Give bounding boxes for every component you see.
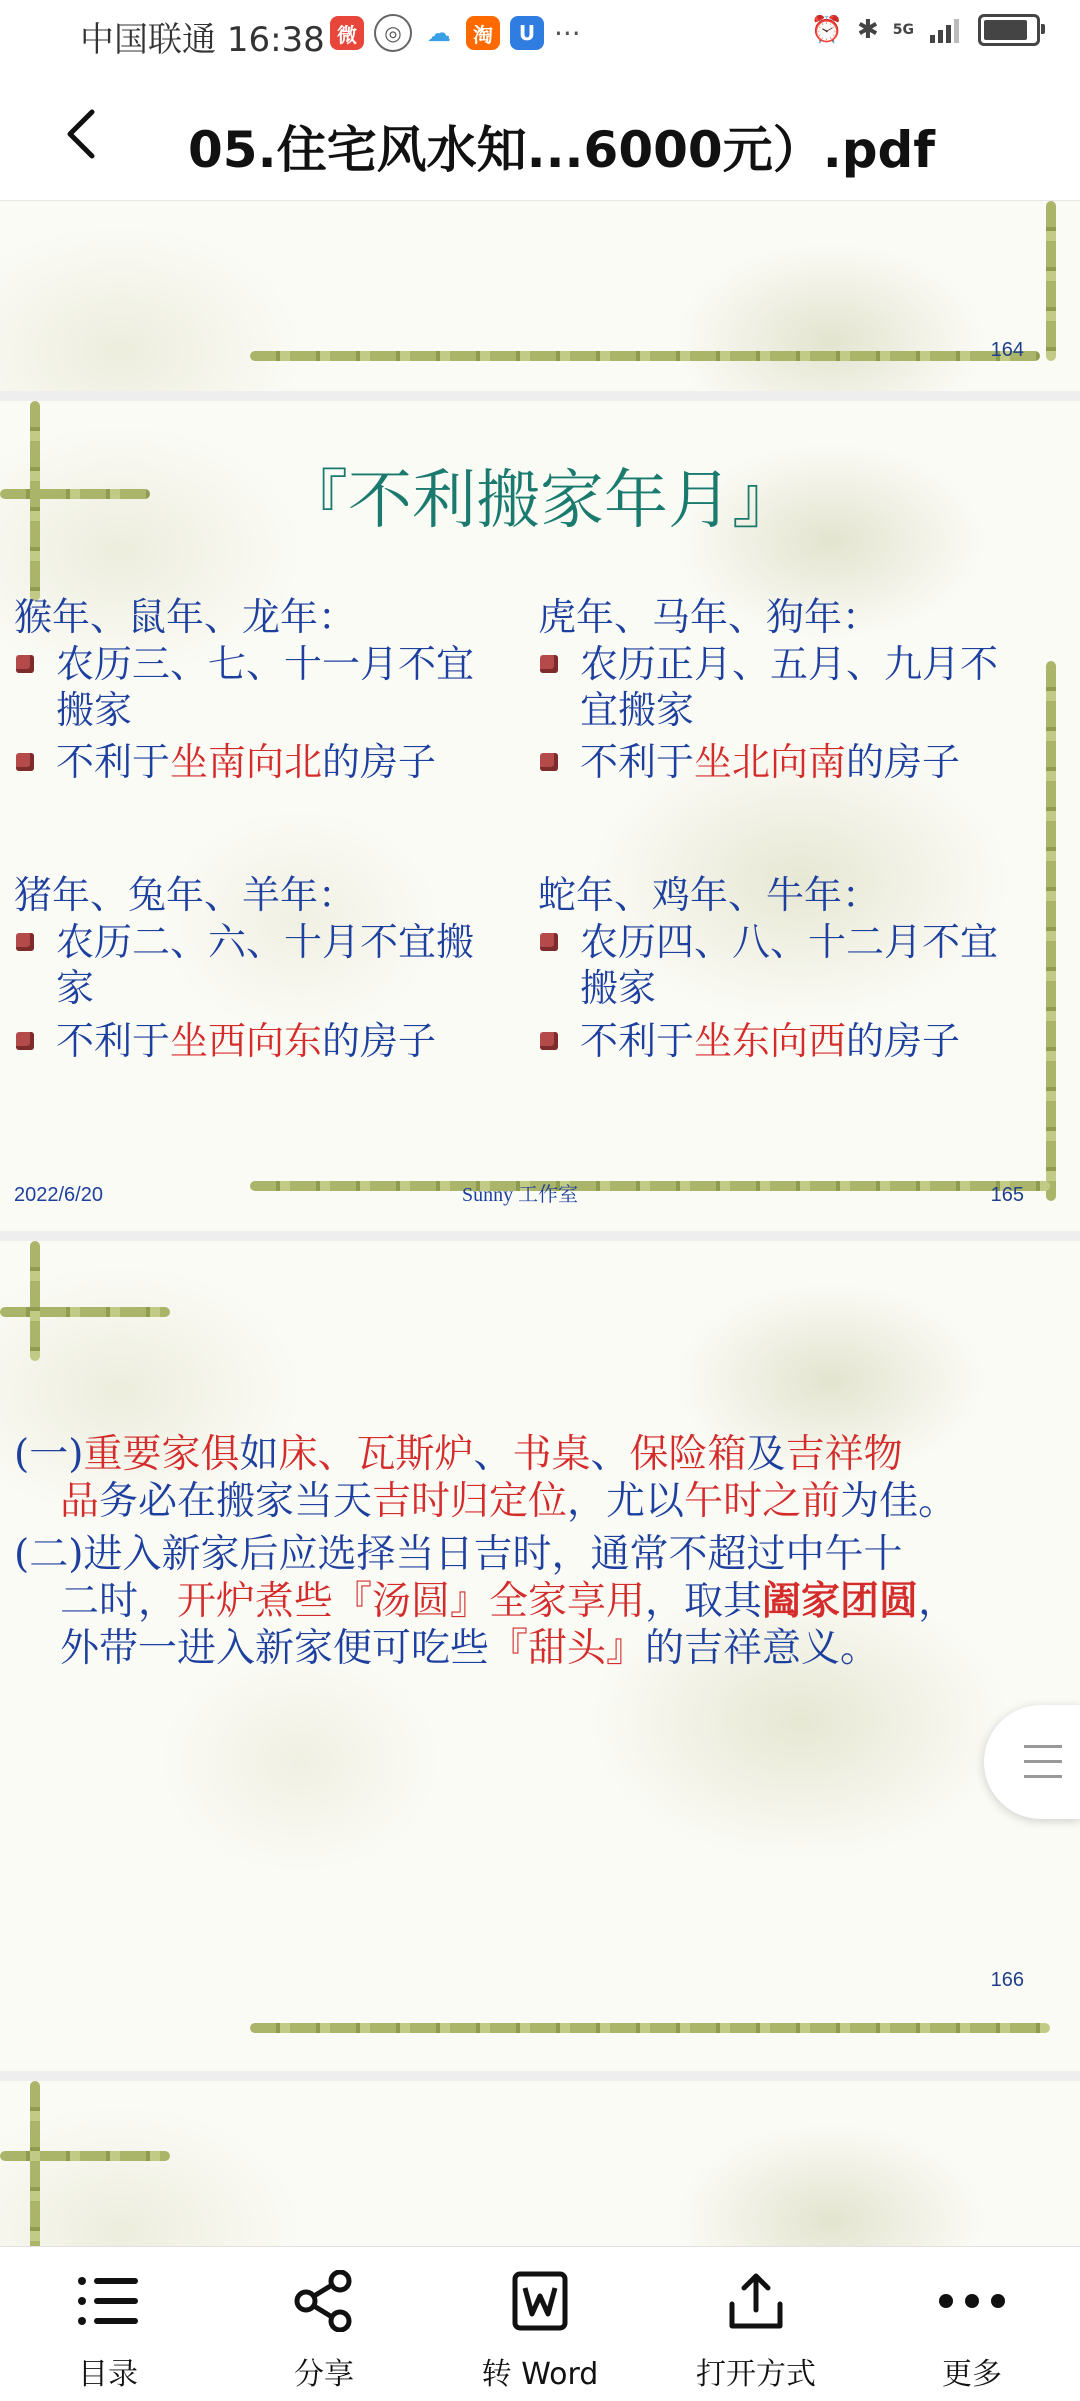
toolbar-more-button[interactable] [864,2247,1080,2401]
bullet-icon [540,655,558,673]
pdf-viewer[interactable] [0,201,1080,2246]
bullet-icon [540,753,558,771]
carrier-time [80,12,325,61]
page-number: 165 [990,1184,1024,1206]
back-button[interactable] [54,104,114,164]
pdf-page-165 [0,401,1080,1231]
paragraph-1: (一)重要家俱如床、瓦斯炉、书桌、保险箱及吉祥物 品务必在搬家当天吉时归定位，尤以午时之前为佳。 [14,1432,958,1524]
vine-border [1046,661,1056,1201]
toolbar-label: 分享 [294,2357,354,2392]
toolbar-share-button[interactable] [216,2247,432,2401]
bullet-text: 农历二、六、十月不宜搬家 [56,920,475,1010]
u-app-icon: U [510,16,544,50]
document-title: 05.住宅风水知...6000元）.pdf [188,121,936,179]
paragraph-2: (二)进入新家后应选择当日吉时，通常不超过中午十 二时，开炉煮些『汤圆』全家享用，取其阖家团圆， 外带一进入新家便可吃些『甜头』的吉祥意义。 [14,1532,958,1671]
pdf-page-164 [0,201,1080,391]
group-heading: 猴年、鼠年、龙年： [14,595,357,639]
bullet-icon [16,655,34,673]
bullet-icon [540,1032,558,1050]
vine-border [30,1241,40,1361]
open-with-icon [648,2269,864,2333]
list-item [16,641,476,733]
bullet-text: 农历三、七、十一月不宜搬家 [56,642,475,732]
vine-border [250,1181,1050,1191]
pdf-page-166 [0,1241,1080,2071]
network-type: 5G [892,22,914,38]
slide-footer-date: 2022/6/20 [14,1184,103,1206]
list-item [540,641,1030,733]
bullet-text: 不利于坐北向南的房子 [580,740,961,784]
bottom-toolbar [0,2246,1080,2401]
list-item [16,919,476,1011]
wechat-icon: ◎ [374,14,412,52]
page-number: 164 [990,339,1024,361]
toolbar-label: 打开方式 [696,2357,816,2392]
vine-border [0,2151,170,2161]
bullet-text: 不利于坐西向东的房子 [56,1019,437,1063]
weibo-icon: 微 [330,16,364,50]
page-number: 166 [990,1969,1024,1991]
carrier-name: 中国联通 [80,20,216,60]
toolbar-label: 更多 [942,2357,1002,2392]
notification-icons [330,14,581,52]
bullet-icon [16,1032,34,1050]
status-indicators [811,14,1040,46]
cloud-app-icon: ☁ [422,16,456,50]
vine-border [250,351,1040,361]
alarm-icon: ⏰ [810,15,843,45]
more-icon [864,2269,1080,2333]
chevron-left-icon [54,104,114,164]
vine-border [1046,201,1056,361]
group-heading: 虎年、马年、狗年： [538,595,881,639]
taobao-icon: 淘 [466,16,500,50]
list-item [540,919,1030,1011]
bullet-text: 不利于坐南向北的房子 [56,740,437,784]
vine-border [250,2023,1050,2033]
pdf-page-167 [0,2081,1080,2246]
bullet-icon [16,753,34,771]
vine-border [30,2081,40,2246]
bullet-icon [540,933,558,951]
signal-icon [928,17,964,43]
vine-border [0,1307,170,1317]
group-heading: 猪年、兔年、羊年： [14,873,357,917]
bullet-text: 农历正月、五月、九月不宜搬家 [580,642,999,732]
toolbar-label: 目录 [78,2357,138,2392]
bluetooth-icon: ✱ [856,15,879,45]
list-item [540,739,1030,785]
bullet-icon [16,933,34,951]
list-item [16,1018,496,1064]
clock: 16:38 [226,20,325,60]
bullet-text: 农历四、八、十二月不宜搬家 [580,920,999,1010]
word-convert-icon [432,2269,648,2333]
list-icon [0,2269,216,2333]
status-bar [0,0,1080,70]
list-item [540,1018,1030,1064]
share-icon [216,2269,432,2333]
battery-level [984,20,1027,40]
bullet-text: 不利于坐东向西的房子 [580,1019,961,1063]
app-header [0,70,1080,201]
more-notifications-icon: ··· [554,16,581,50]
battery-icon [978,14,1040,46]
slide-footer-author: Sunny 工作室 [462,1184,579,1206]
toolbar-label: 转 Word [481,2357,599,2392]
toolbar-open-with-button[interactable] [648,2247,864,2401]
toolbar-convert-word-button[interactable] [432,2247,648,2401]
toolbar-contents-button[interactable] [0,2247,216,2401]
group-heading: 蛇年、鸡年、牛年： [538,873,881,917]
slide-title: 『不利搬家年月』 [284,464,796,538]
list-item [16,739,496,785]
